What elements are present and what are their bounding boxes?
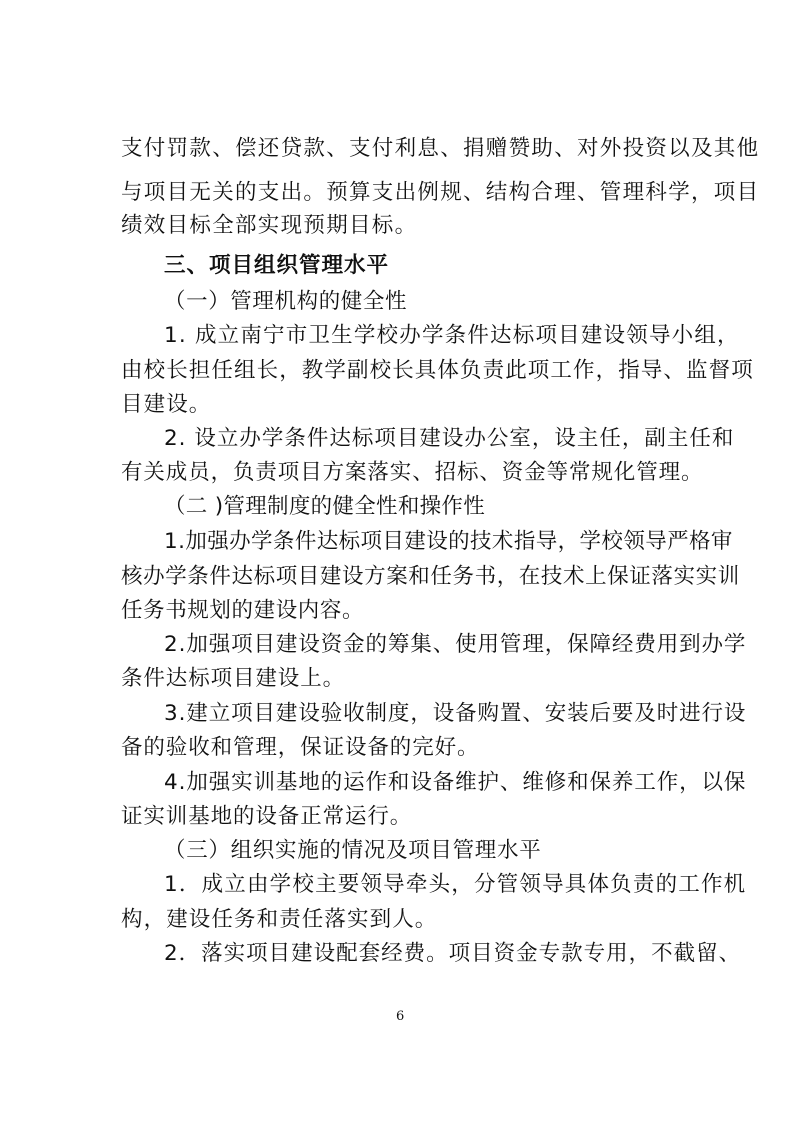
paragraph-line: 备的验收和管理，保证设备的完好。 [121, 735, 480, 760]
section-heading: 三、项目组织管理水平 [164, 253, 390, 278]
paragraph-line: 任务书规划的建设内容。 [121, 598, 365, 623]
paragraph-line: 核办学条件达标项目建设方案和任务书，在技术上保证落实实训 [121, 564, 740, 589]
paragraph-line: 有关成员，负责项目方案落实、招标、资金等常规化管理。 [121, 460, 704, 485]
paragraph-line: 4.加强实训基地的运作和设备维护、维修和保养工作，以保 [164, 770, 747, 795]
paragraph-line: 目建设。 [121, 392, 212, 417]
paragraph-line: 条件达标项目建设上。 [121, 666, 346, 691]
paragraph-line: 2．落实项目建设配套经费。项目资金专款专用，不截留、 [164, 941, 742, 966]
paragraph-line: 1. 成立南宁市卫生学校办学条件达标项目建设领导小组， [164, 323, 740, 348]
subsection-heading: （二 )管理制度的健全性和操作性 [164, 494, 486, 519]
subsection-heading: （一）管理机构的健全性 [164, 289, 408, 314]
page-number: 6 [396, 1009, 405, 1024]
paragraph-line: 1.加强办学条件达标项目建设的技术指导，学校领导严格审 [164, 529, 733, 554]
paragraph-line: 由校长担任组长，教学副校长具体负责此项工作，指导、监督项 [121, 358, 754, 383]
paragraph-line: 1．成立由学校主要领导牵头，分管领导具体负责的工作机 [164, 872, 747, 897]
paragraph-line: 支付罚款、偿还贷款、支付利息、捐赠赞助、对外投资以及其他 [121, 136, 760, 161]
paragraph-line: 构，建设任务和责任落实到人。 [121, 907, 438, 932]
paragraph-line: 证实训基地的设备正常运行。 [121, 804, 413, 829]
paragraph-line: 2.加强项目建设资金的筹集、使用管理，保障经费用到办学 [164, 632, 747, 657]
paragraph-line: 绩效目标全部实现预期目标。 [121, 213, 418, 238]
paragraph-line: 2. 设立办学条件达标项目建设办公室，设主任，副主任和 [164, 426, 735, 451]
paragraph-line: 3.建立项目建设验收制度，设备购置、安装后要及时进行设 [164, 701, 747, 726]
subsection-heading: （三）组织实施的情况及项目管理水平 [164, 838, 542, 863]
paragraph-line: 与项目无关的支出。预算支出例规、结构合理、管理科学，项目 [121, 180, 760, 205]
